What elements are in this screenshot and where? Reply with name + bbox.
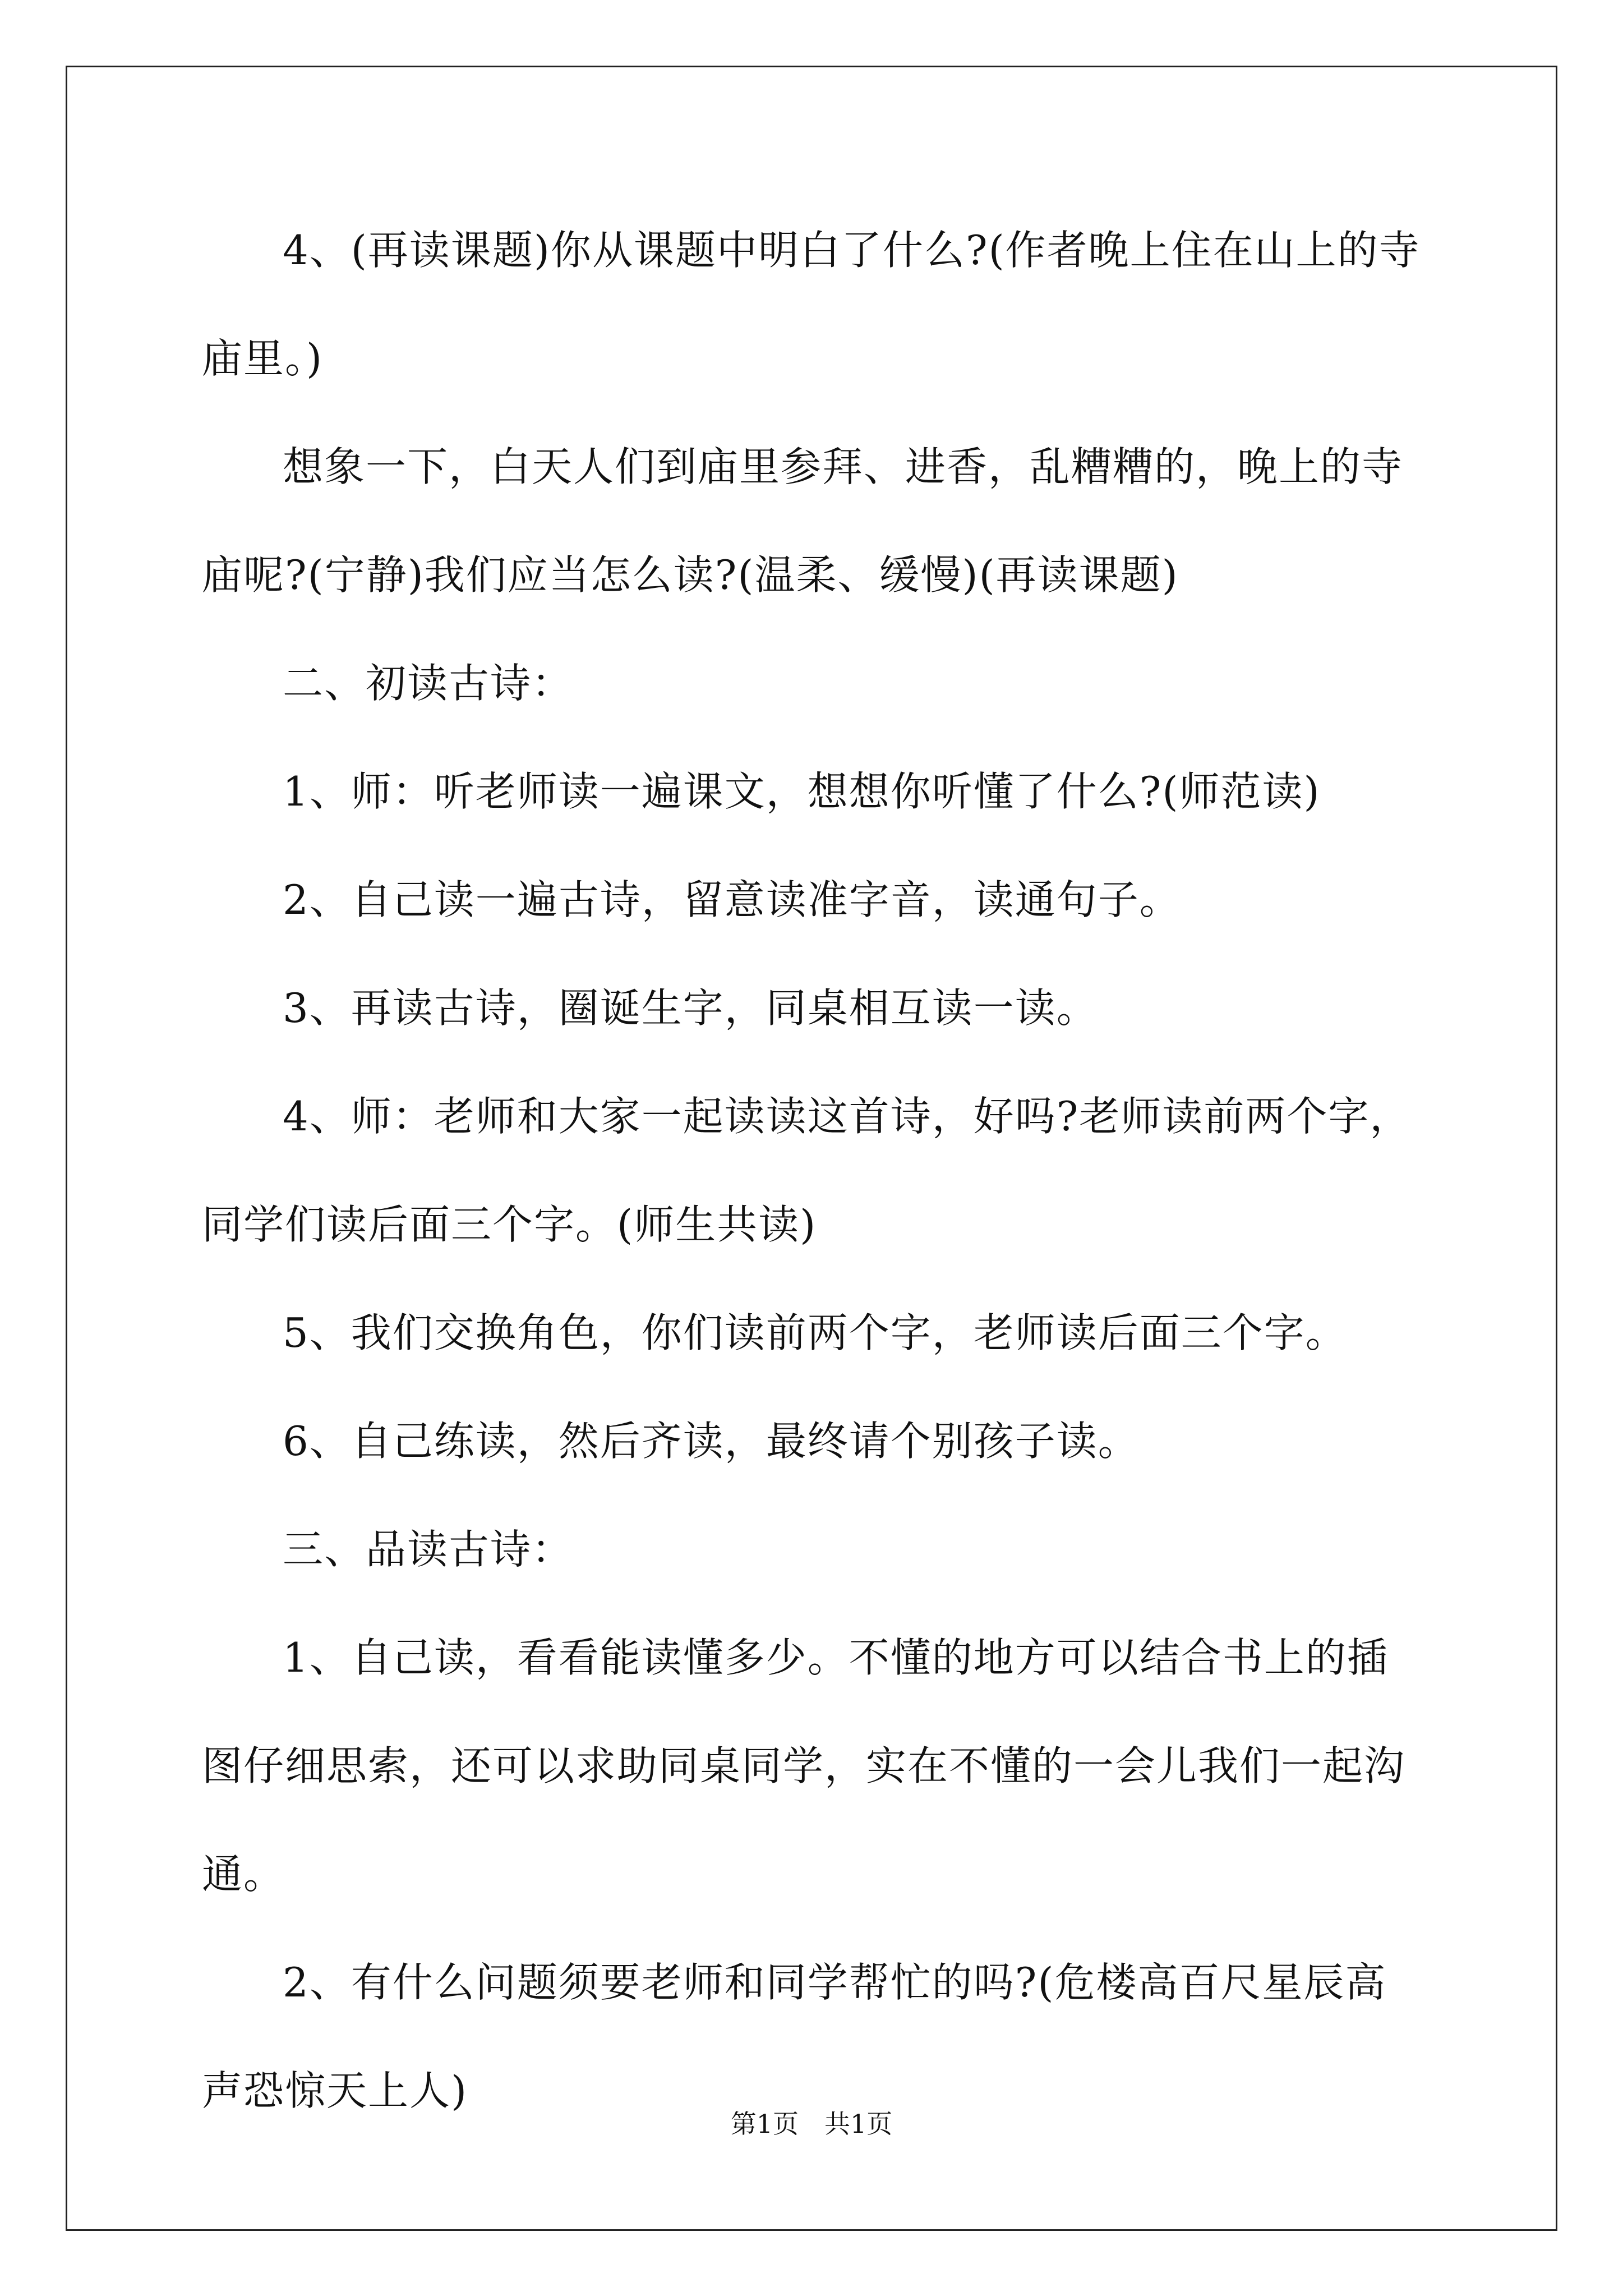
paragraph-6: 3、再读古诗，圈诞生字，同桌相互读一读。 [283,984,1098,1032]
paragraph-11: 1、自己读，看看能读懂多少。不懂的地方可以结合书上的插图仔细思索，还可以求助同桌同学，实在不懂的一会儿我们一起沟通。 [202,1634,1406,1898]
paragraph-8: 5、我们交换角色，你们读前两个字，老师读后面三个字。 [283,1309,1347,1356]
paragraph-7: 4、师：老师和大家一起读读这首诗，好吗?老师读前两个字，同学们读后面三个字。(师生共读) [202,1093,1412,1248]
paragraph-10: 三、品读古诗： [283,1526,574,1573]
paragraph-5: 2、自己读一遍古诗，留意读准字音，读通句子。 [283,876,1181,923]
paragraph-2: 想象一下，白天人们到庙里参拜、进香，乱糟糟的，晚上的寺庙呢?(宁静)我们应当怎么读?(温柔、缓慢)(再读课题) [202,443,1404,599]
paragraph-1: 4、(再读课题)你从课题中明白了什么?(作者晚上住在山上的寺庙里。) [202,227,1421,382]
page-number-footer: 第1页 共1页 [730,2109,893,2139]
document-body [202,0,1424,2145]
paragraph-4: 1、师：听老师读一遍课文，想想你听懂了什么?(师范读) [283,768,1321,815]
paragraph-3: 二、初读古诗： [283,660,574,707]
paragraph-9: 6、自己练读，然后齐读，最终请个别孩子读。 [283,1418,1140,1465]
paragraph-12: 2、有什么问题须要老师和同学帮忙的吗?(危楼高百尺星辰高声恐惊天上人) [202,1959,1387,2114]
